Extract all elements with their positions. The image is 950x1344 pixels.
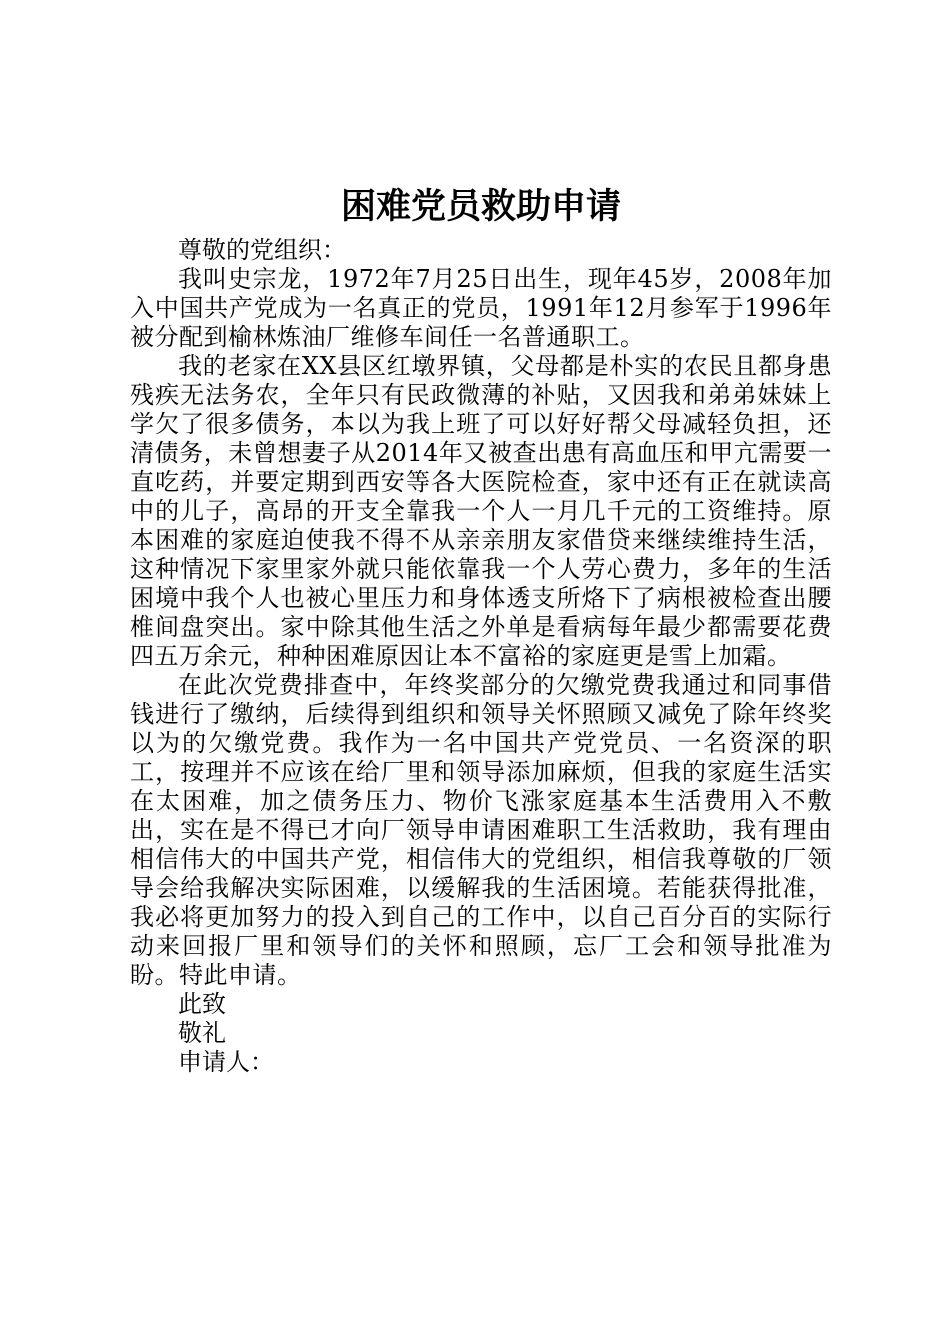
closing-line-2: 敬礼 <box>178 1019 226 1047</box>
signature-label: 申请人： <box>178 1048 274 1076</box>
paragraph-family-situation: 我的老家在XX县区红墩界镇，父母都是朴实的农民且都身患残疾无法务农，全年只有民政微薄的补贴，又因我和弟弟妹妹上学欠了很多债务，本以为我上班了可以好好帮父母减轻负担，还清债务，未曾想妻子从2014年又被查出患有高血压和甲亢需要一直吃药，并要定期到西安等各大医院检查，家中还有正在就读高中的儿子，高昂的开支全靠我一个人一月几千元的工资维持。原本困难的家庭迫使我不得不从亲亲朋友家借贷来继续维持生活，这种情况下家里家外就只能依靠我一个人劳心费力，多年的生活困境中我个人也被心里压力和身体透支所烙下了病根被检查出腰椎间盘突出。家中除其他生活之外单是看病每年最少都需要花费四五万余元，种种困难原因让本不富裕的家庭更是雪上加霜。 <box>130 352 832 670</box>
document-page <box>130 178 832 1077</box>
document-title: 困难党员救助申请 <box>340 186 621 227</box>
paragraph-request: 在此次党费排查中，年终奖部分的欠缴党费我通过和同事借钱进行了缴纳，后续得到组织和领导关怀照顾又减免了除年终奖以为的欠缴党费。我作为一名中国共产党党员、一名资深的职工，按理并不应该在给厂里和领导添加麻烦，但我的家庭生活实在太困难，加之债务压力、物价飞涨家庭基本生活费用入不敷出，实在是不得已才向厂领导申请困难职工生活救助，我有理由相信伟大的中国共产党，相信伟大的党组织，相信我尊敬的厂领导会给我解决实际困难，以缓解我的生活困境。若能获得批准，我必将更加努力的投入到自己的工作中，以自己百分百的实际行动来回报厂里和领导们的关怀和照顾，忘厂工会和领导批准为盼。特此申请。 <box>130 671 832 989</box>
paragraph-intro: 我叫史宗龙，1972年7月25日出生，现年45岁，2008年加入中国共产党成为一名真正的党员，1991年12月参军于1996年被分配到榆林炼油厂维修车间任一名普通职工。 <box>130 265 832 351</box>
salutation: 尊敬的党组织： <box>178 236 346 264</box>
closing-line-1: 此致 <box>178 990 226 1018</box>
